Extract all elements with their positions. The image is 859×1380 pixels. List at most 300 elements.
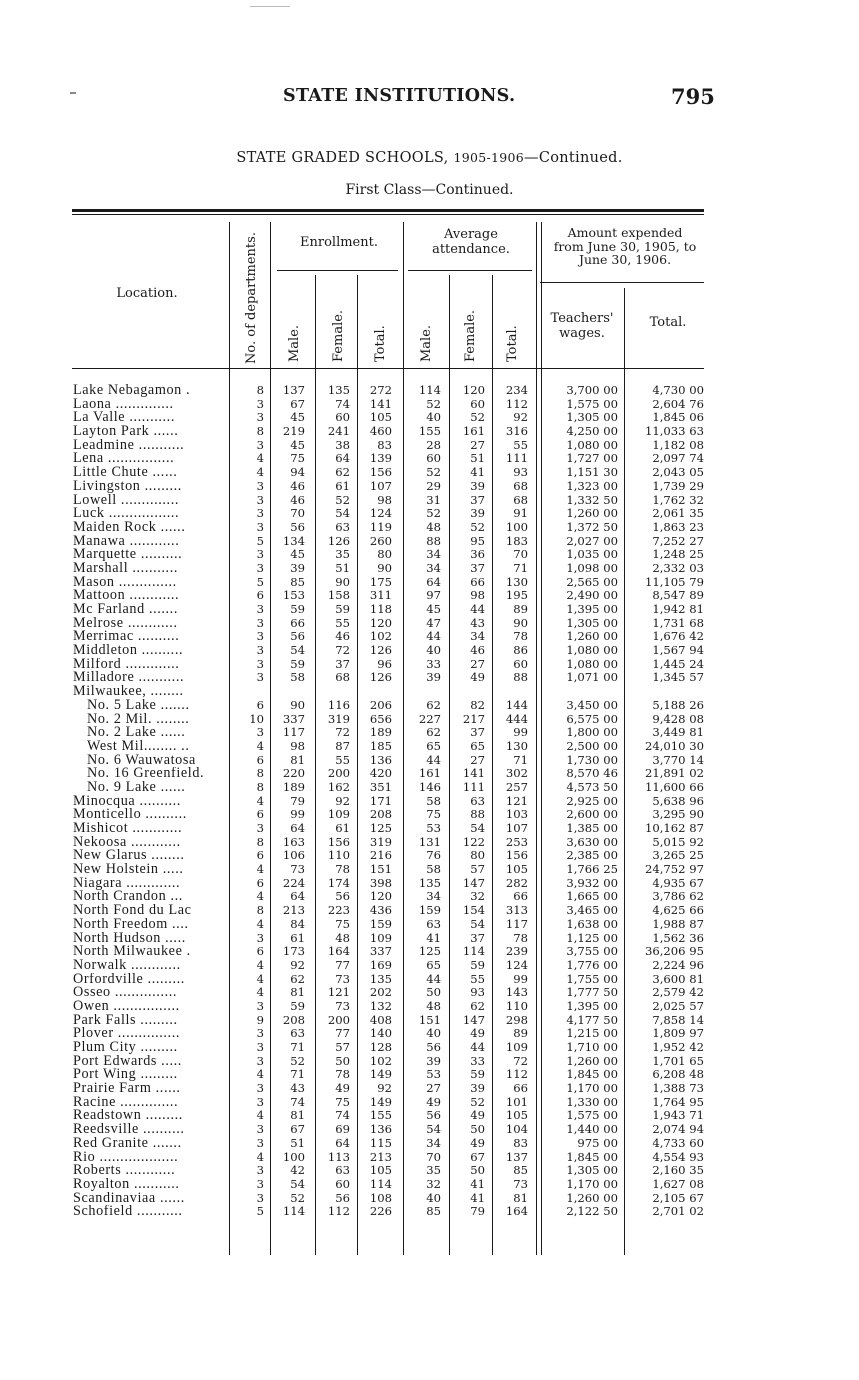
- attend-female-cell: 34: [470, 629, 485, 644]
- departments-cell: 8: [256, 834, 264, 849]
- location-cell: Milford .............: [73, 657, 180, 672]
- attend-male-cell: 65: [426, 738, 441, 753]
- enroll-female-cell: 110: [327, 848, 350, 863]
- teachers-wages-cell: 1,305 00: [566, 615, 618, 630]
- header-amount-line2: from June 30, 1905, to: [553, 238, 697, 254]
- attend-male-cell: 41: [426, 930, 441, 945]
- enroll-female-cell: 77: [335, 957, 350, 972]
- enroll-male-cell: 66: [290, 615, 305, 630]
- enroll-female-cell: 156: [327, 834, 350, 849]
- teachers-wages-cell: 4,250 00: [566, 424, 618, 439]
- enroll-male-cell: 46: [290, 478, 305, 493]
- departments-cell: 3: [256, 1094, 264, 1109]
- attend-female-cell: 39: [470, 1081, 485, 1096]
- attend-female-cell: 88: [470, 807, 485, 822]
- attend-total-cell: 143: [505, 985, 528, 1000]
- enroll-female-cell: 92: [335, 793, 350, 808]
- location-cell: Little Chute ......: [73, 466, 178, 480]
- enroll-male-cell: 84: [290, 916, 305, 931]
- total-expended-cell: 21,891 02: [644, 766, 704, 781]
- departments-cell: 6: [256, 697, 264, 712]
- total-expended-cell: 1,731 68: [652, 615, 704, 630]
- enroll-total-cell: 98: [377, 492, 392, 507]
- attend-male-cell: 65: [426, 957, 441, 972]
- location-cell: Port Wing .........: [73, 1068, 178, 1083]
- attend-total-cell: 90: [513, 615, 528, 630]
- enroll-female-cell: 223: [327, 903, 350, 918]
- enroll-male-cell: 63: [290, 1026, 305, 1041]
- attend-female-cell: 44: [470, 1040, 485, 1054]
- attend-male-cell: 40: [426, 1190, 441, 1205]
- departments-cell: 4: [256, 1067, 264, 1082]
- enroll-female-cell: 162: [327, 779, 350, 794]
- attend-female-cell: 57: [470, 862, 485, 877]
- enroll-total-cell: 175: [369, 574, 392, 589]
- enroll-male-cell: 56: [290, 519, 305, 534]
- location-cell: Livingston .........: [73, 479, 182, 494]
- enroll-female-cell: 87: [335, 738, 350, 753]
- attend-female-cell: 120: [462, 383, 485, 397]
- location-cell: Minocqua ..........: [73, 794, 181, 809]
- teachers-wages-cell: 2,925 00: [566, 793, 618, 808]
- enroll-female-cell: 121: [327, 985, 350, 1000]
- location-cell: Owen ................: [73, 999, 180, 1014]
- attend-female-cell: 41: [470, 1176, 485, 1191]
- attend-female-cell: 43: [470, 615, 485, 630]
- enroll-female-cell: 68: [335, 670, 350, 685]
- enroll-female-cell: 113: [327, 1149, 350, 1164]
- header-avg-total: Total.: [505, 325, 520, 362]
- attend-total-cell: 137: [505, 1149, 528, 1164]
- enroll-total-cell: 83: [377, 437, 392, 452]
- teachers-wages-cell: 2,490 00: [566, 588, 618, 603]
- enroll-female-cell: 78: [335, 862, 350, 877]
- attend-total-cell: 72: [513, 1053, 528, 1068]
- departments-cell: 3: [256, 492, 264, 507]
- attend-total-cell: 183: [505, 533, 528, 548]
- enroll-male-cell: 220: [282, 766, 305, 781]
- teachers-wages-cell: 2,500 00: [566, 738, 618, 753]
- location-cell: Mishicot ............: [73, 822, 183, 836]
- departments-cell: 3: [256, 519, 264, 534]
- enroll-female-cell: 60: [335, 410, 350, 425]
- attend-male-cell: 45: [426, 602, 441, 616]
- total-expended-cell: 1,863 23: [652, 519, 704, 534]
- location-cell: North Milwaukee .: [73, 945, 191, 959]
- teachers-wages-cell: 1,800 00: [566, 725, 618, 740]
- enroll-male-cell: 59: [290, 602, 305, 616]
- attend-total-cell: 86: [513, 643, 528, 658]
- enroll-female-cell: 69: [335, 1122, 350, 1137]
- teachers-wages-cell: 1,323 00: [566, 478, 618, 493]
- enroll-male-cell: 100: [282, 1149, 305, 1164]
- attend-male-cell: 114: [418, 383, 441, 397]
- departments-cell: 8: [256, 766, 264, 781]
- enroll-female-cell: 75: [335, 1094, 350, 1109]
- enroll-total-cell: 140: [369, 1026, 392, 1041]
- departments-cell: 6: [256, 807, 264, 822]
- attend-female-cell: 37: [470, 930, 485, 945]
- attend-female-cell: 80: [470, 848, 485, 863]
- total-expended-cell: 1,182 08: [652, 437, 704, 452]
- total-expended-cell: 6,208 48: [652, 1067, 704, 1082]
- total-expended-cell: 11,600 66: [644, 779, 704, 794]
- attend-female-cell: 154: [462, 903, 485, 918]
- enroll-total-cell: 119: [369, 519, 392, 534]
- teachers-wages-cell: 1,755 00: [566, 971, 618, 986]
- location-cell: Prairie Farm ......: [73, 1082, 181, 1096]
- enroll-female-cell: 158: [327, 588, 350, 603]
- enroll-female-cell: 74: [335, 1108, 350, 1123]
- departments-cell: 4: [256, 862, 264, 877]
- attend-male-cell: 39: [426, 670, 441, 685]
- attend-female-cell: 41: [470, 1190, 485, 1205]
- attend-male-cell: 40: [426, 643, 441, 658]
- teachers-wages-cell: 1,727 00: [566, 451, 618, 466]
- enroll-total-cell: 109: [369, 930, 392, 945]
- attend-male-cell: 31: [426, 492, 441, 507]
- enroll-male-cell: 94: [290, 465, 305, 480]
- attend-female-cell: 98: [470, 588, 485, 603]
- departments-cell: 3: [256, 1081, 264, 1096]
- departments-cell: 3: [256, 396, 264, 411]
- enroll-total-cell: 92: [377, 1081, 392, 1096]
- enroll-total-cell: 126: [369, 670, 392, 685]
- attend-total-cell: 253: [505, 834, 528, 849]
- attend-male-cell: 49: [426, 1094, 441, 1109]
- attend-male-cell: 54: [426, 1122, 441, 1137]
- top-rule-thick: [72, 209, 704, 212]
- enroll-total-cell: 159: [369, 916, 392, 931]
- enroll-male-cell: 114: [282, 1204, 305, 1219]
- enroll-male-cell: 70: [290, 506, 305, 521]
- departments-cell: 3: [256, 547, 264, 562]
- attend-female-cell: 51: [470, 451, 485, 466]
- attend-male-cell: 63: [426, 916, 441, 931]
- attend-male-cell: 53: [426, 1067, 441, 1082]
- attend-male-cell: 227: [418, 711, 441, 726]
- teachers-wages-cell: 8,570 46: [566, 766, 618, 781]
- enroll-female-cell: 54: [335, 506, 350, 521]
- header-avg-female: Female.: [463, 309, 478, 362]
- attend-female-cell: 49: [470, 1026, 485, 1041]
- enroll-total-cell: 107: [369, 478, 392, 493]
- attend-female-cell: 27: [470, 752, 485, 767]
- attend-male-cell: 97: [426, 588, 441, 603]
- attend-male-cell: 34: [426, 560, 441, 575]
- col-line: [315, 275, 316, 1255]
- enroll-female-cell: 75: [335, 916, 350, 931]
- table-title-years: 1905-1906: [453, 150, 525, 165]
- enroll-male-cell: 81: [290, 1108, 305, 1123]
- enroll-total-cell: 105: [369, 410, 392, 425]
- enroll-female-cell: 57: [335, 1040, 350, 1054]
- enroll-male-cell: 98: [290, 738, 305, 753]
- attend-total-cell: 103: [505, 807, 528, 822]
- enroll-male-cell: 45: [290, 437, 305, 452]
- location-cell: Port Edwards .....: [73, 1054, 182, 1069]
- location-cell: North Hudson .....: [73, 931, 186, 946]
- departments-cell: 3: [256, 1053, 264, 1068]
- teachers-wages-cell: 1,372 50: [566, 519, 618, 534]
- attend-female-cell: 63: [470, 793, 485, 808]
- total-expended-cell: 7,858 14: [652, 1012, 704, 1027]
- attend-total-cell: 117: [505, 916, 528, 931]
- total-expended-cell: 2,224 96: [652, 957, 704, 972]
- departments-cell: 5: [256, 1204, 264, 1219]
- enroll-male-cell: 92: [290, 957, 305, 972]
- enroll-female-cell: 126: [327, 533, 350, 548]
- attend-total-cell: 109: [505, 1040, 528, 1054]
- departments-cell: 4: [256, 451, 264, 466]
- enroll-male-cell: 64: [290, 821, 305, 835]
- teachers-wages-cell: 1,125 00: [566, 930, 618, 945]
- enroll-total-cell: 114: [369, 1176, 392, 1191]
- attend-female-cell: 39: [470, 478, 485, 493]
- location-cell: Melrose ............: [73, 616, 178, 631]
- enroll-total-cell: 90: [377, 560, 392, 575]
- attend-female-cell: 82: [470, 697, 485, 712]
- teachers-wages-cell: 1,260 00: [566, 629, 618, 644]
- attend-total-cell: 60: [513, 656, 528, 671]
- enroll-male-cell: 106: [282, 848, 305, 863]
- enroll-male-cell: 81: [290, 752, 305, 767]
- departments-cell: 3: [256, 725, 264, 740]
- attend-total-cell: 124: [505, 957, 528, 972]
- attend-male-cell: 159: [418, 903, 441, 918]
- location-cell: Laona ..............: [73, 397, 174, 412]
- location-cell: Milwaukee, ........: [73, 685, 184, 699]
- departments-cell: 3: [256, 643, 264, 658]
- attend-total-cell: 121: [505, 793, 528, 808]
- teachers-wages-cell: 2,565 00: [566, 574, 618, 589]
- departments-cell: 3: [256, 1135, 264, 1150]
- departments-cell: 4: [256, 889, 264, 904]
- attend-female-cell: 122: [462, 834, 485, 849]
- scan-mark: [250, 6, 290, 7]
- attend-male-cell: 48: [426, 998, 441, 1013]
- departments-cell: 3: [256, 437, 264, 452]
- teachers-wages-cell: 1,665 00: [566, 889, 618, 904]
- header-amount-line1: Amount expended: [567, 225, 683, 240]
- header-total: Total.: [649, 315, 687, 330]
- departments-cell: 3: [256, 930, 264, 945]
- enroll-total-cell: 185: [369, 738, 392, 753]
- enroll-total-cell: 226: [369, 1204, 392, 1219]
- enroll-total-cell: 124: [369, 506, 392, 521]
- attend-female-cell: 59: [470, 1067, 485, 1082]
- enroll-male-cell: 208: [282, 1012, 305, 1027]
- enroll-male-cell: 59: [290, 998, 305, 1013]
- total-expended-cell: 4,935 67: [652, 875, 704, 890]
- attend-female-cell: 79: [470, 1204, 485, 1219]
- attend-female-cell: 46: [470, 643, 485, 658]
- attend-male-cell: 58: [426, 793, 441, 808]
- teachers-wages-cell: 1,395 00: [566, 602, 618, 616]
- location-cell: Marshall ...........: [73, 561, 178, 576]
- attend-female-cell: 27: [470, 656, 485, 671]
- attend-male-cell: 50: [426, 985, 441, 1000]
- enroll-male-cell: 79: [290, 793, 305, 808]
- enroll-female-cell: 35: [335, 547, 350, 562]
- attend-male-cell: 60: [426, 451, 441, 466]
- enroll-female-cell: 164: [327, 944, 350, 959]
- enroll-male-cell: 173: [282, 944, 305, 959]
- location-cell: Mattoon ............: [73, 589, 180, 604]
- total-expended-cell: 2,043 05: [652, 465, 704, 480]
- enroll-female-cell: 64: [335, 1135, 350, 1150]
- location-cell: No. 5 Lake .......: [87, 698, 190, 713]
- attend-male-cell: 44: [426, 971, 441, 986]
- attend-female-cell: 67: [470, 1149, 485, 1164]
- attend-male-cell: 28: [426, 437, 441, 452]
- teachers-wages-cell: 1,776 00: [566, 957, 618, 972]
- attend-total-cell: 105: [505, 862, 528, 877]
- total-expended-cell: 2,579 42: [652, 985, 704, 1000]
- attend-total-cell: 66: [513, 889, 528, 904]
- total-expended-cell: 3,265 25: [652, 848, 704, 863]
- attend-total-cell: 316: [505, 424, 528, 439]
- attend-male-cell: 47: [426, 615, 441, 630]
- location-cell: Readstown .........: [73, 1109, 183, 1124]
- enroll-total-cell: 102: [369, 629, 392, 644]
- enroll-female-cell: 116: [327, 697, 350, 712]
- enroll-total-cell: 189: [369, 725, 392, 740]
- departments-cell: 9: [256, 1012, 264, 1027]
- attend-total-cell: 282: [505, 875, 528, 890]
- enroll-female-cell: 90: [335, 574, 350, 589]
- departments-cell: 3: [256, 1040, 264, 1054]
- attend-total-cell: 99: [513, 971, 528, 986]
- enroll-male-cell: 213: [282, 903, 305, 918]
- attend-total-cell: 91: [513, 506, 528, 521]
- teachers-wages-cell: 1,080 00: [566, 437, 618, 452]
- attend-female-cell: 147: [462, 1012, 485, 1027]
- total-expended-cell: 1,248 25: [652, 547, 704, 562]
- total-expended-cell: 36,206 95: [644, 944, 704, 959]
- attend-male-cell: 56: [426, 1108, 441, 1123]
- attend-male-cell: 76: [426, 848, 441, 863]
- enroll-total-cell: 141: [369, 396, 392, 411]
- enroll-female-cell: 62: [335, 465, 350, 480]
- header-avg-male: Male.: [419, 324, 434, 362]
- enroll-female-cell: 56: [335, 1190, 350, 1205]
- teachers-wages-cell: 3,932 00: [566, 875, 618, 890]
- location-cell: Lena ................: [73, 452, 175, 467]
- total-expended-cell: 1,943 71: [652, 1108, 704, 1123]
- attend-female-cell: 60: [470, 396, 485, 411]
- enroll-female-cell: 50: [335, 1053, 350, 1068]
- attend-total-cell: 298: [505, 1012, 528, 1027]
- attend-total-cell: 112: [505, 1067, 528, 1082]
- attend-total-cell: 83: [513, 1135, 528, 1150]
- attend-male-cell: 85: [426, 1204, 441, 1219]
- enroll-female-cell: 112: [327, 1204, 350, 1219]
- total-expended-cell: 5,015 92: [652, 834, 704, 849]
- col-line: [449, 275, 450, 1255]
- enroll-male-cell: 337: [282, 711, 305, 726]
- enroll-total-cell: 272: [369, 383, 392, 397]
- header-enrollment: Enrollment.: [300, 235, 378, 250]
- location-cell: Schofield ...........: [73, 1205, 183, 1219]
- teachers-wages-cell: 3,755 00: [566, 944, 618, 959]
- enroll-male-cell: 45: [290, 547, 305, 562]
- enroll-female-cell: 63: [335, 519, 350, 534]
- teachers-wages-cell: 1,170 00: [566, 1081, 618, 1096]
- departments-cell: 3: [256, 656, 264, 671]
- total-expended-cell: 8,547 89: [652, 588, 704, 603]
- enroll-total-cell: 171: [369, 793, 392, 808]
- enroll-total-cell: 120: [369, 889, 392, 904]
- enroll-female-cell: 174: [327, 875, 350, 890]
- enroll-total-cell: 135: [369, 971, 392, 986]
- departments-cell: 4: [256, 957, 264, 972]
- page-title: STATE INSTITUTIONS.: [283, 86, 516, 106]
- location-cell: Marquette ..........: [73, 548, 183, 562]
- location-cell: Lake Nebagamon .: [73, 384, 191, 398]
- location-cell: No. 9 Lake ......: [87, 780, 186, 795]
- attend-female-cell: 111: [462, 779, 485, 794]
- attend-female-cell: 32: [470, 889, 485, 904]
- location-cell: Royalton ...........: [73, 1177, 180, 1192]
- enroll-female-cell: 74: [335, 396, 350, 411]
- total-expended-cell: 4,730 00: [652, 383, 704, 397]
- location-cell: Milladore ...........: [73, 671, 185, 686]
- location-cell: Plum City .........: [73, 1041, 178, 1055]
- enroll-total-cell: 80: [377, 547, 392, 562]
- enroll-male-cell: 153: [282, 588, 305, 603]
- total-expended-cell: 1,701 65: [652, 1053, 704, 1068]
- teachers-wages-cell: 1,332 50: [566, 492, 618, 507]
- location-cell: North Fond du Lac: [73, 904, 192, 918]
- attend-total-cell: 66: [513, 1081, 528, 1096]
- enroll-male-cell: 61: [290, 930, 305, 945]
- attend-total-cell: 71: [513, 752, 528, 767]
- departments-cell: 10: [249, 711, 264, 726]
- departments-cell: 8: [256, 424, 264, 439]
- attend-female-cell: 93: [470, 985, 485, 1000]
- enroll-total-cell: 151: [369, 862, 392, 877]
- departments-cell: 8: [256, 383, 264, 397]
- enroll-total-cell: 102: [369, 1053, 392, 1068]
- total-expended-cell: 3,449 81: [652, 725, 704, 740]
- location-cell: Lowell ..............: [73, 493, 179, 508]
- location-cell: West Mil........ ..: [87, 739, 190, 754]
- departments-cell: 3: [256, 1026, 264, 1041]
- enroll-female-cell: 77: [335, 1026, 350, 1041]
- teachers-wages-cell: 1,260 00: [566, 506, 618, 521]
- attend-female-cell: 37: [470, 725, 485, 740]
- enroll-male-cell: 71: [290, 1067, 305, 1082]
- header-enroll-female: Female.: [331, 309, 346, 362]
- enroll-female-cell: 60: [335, 1176, 350, 1191]
- total-expended-cell: 1,345 57: [652, 670, 704, 685]
- enroll-female-cell: 52: [335, 492, 350, 507]
- enroll-female-cell: 38: [335, 437, 350, 452]
- enroll-total-cell: 156: [369, 465, 392, 480]
- teachers-wages-cell: 1,777 50: [566, 985, 618, 1000]
- teachers-wages-cell: 1,730 00: [566, 752, 618, 767]
- col-line: [357, 275, 358, 1255]
- enroll-female-cell: 63: [335, 1163, 350, 1178]
- col-line: [492, 275, 493, 1255]
- departments-cell: 6: [256, 588, 264, 603]
- enroll-total-cell: 132: [369, 998, 392, 1013]
- attend-female-cell: 66: [470, 574, 485, 589]
- teachers-wages-cell: 1,170 00: [566, 1176, 618, 1191]
- attend-male-cell: 39: [426, 1053, 441, 1068]
- attend-total-cell: 100: [505, 519, 528, 534]
